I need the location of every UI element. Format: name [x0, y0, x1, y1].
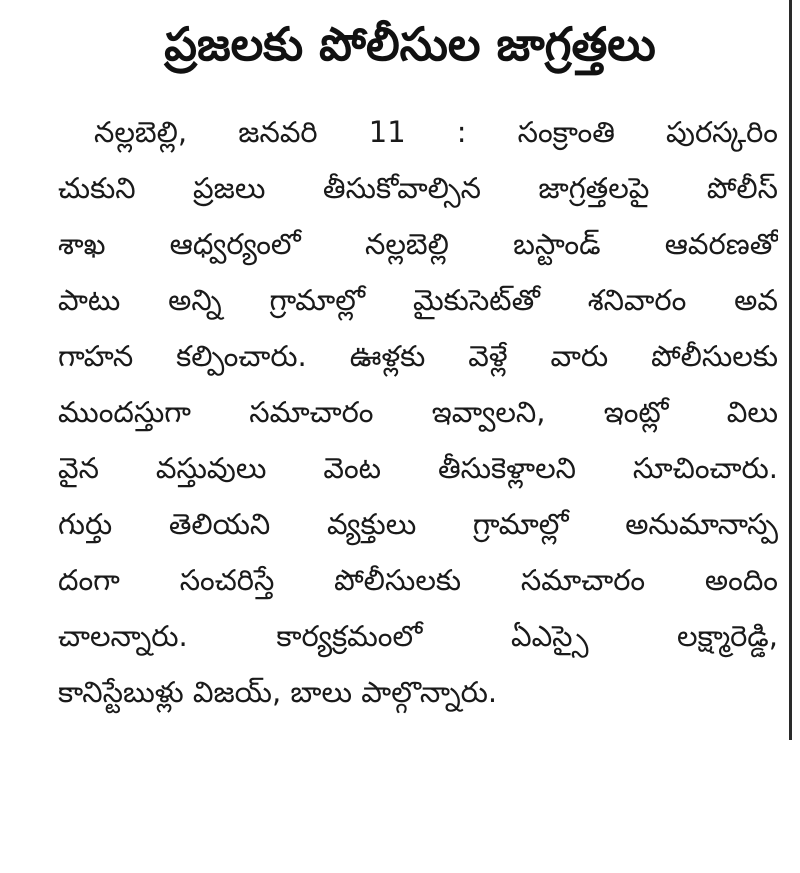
article-headline: ప్రజలకు పోలీసుల జాగ్రత్తలు — [164, 17, 656, 71]
article-line: ముందస్తుగా సమాచారం ఇవ్వాలని, ఇంట్లో విలు — [58, 395, 778, 429]
article-line: గాహన కల్పించారు. ఊళ్లకు వెళ్లే వారు పోలీసులకు — [58, 339, 778, 373]
article-line: పాటు అన్ని గ్రామాల్లో మైకుసెట్‌తో శనివారం అవ — [58, 283, 778, 317]
article-line: దంగా సంచరిస్తే పోలీసులకు సమాచారం అందిం — [58, 563, 778, 597]
article-body — [58, 104, 778, 720]
article-line: గుర్తు తెలియని వ్యక్తులు గ్రామాల్లో అనుమానాస్ప — [58, 507, 778, 541]
article-line: వైన వస్తువులు వెంట తీసుకెళ్లాలని సూచించారు. — [58, 451, 778, 485]
article-line: కానిస్టేబుళ్లు విజయ్, బాలు పాల్గొన్నారు. — [58, 675, 498, 709]
article-line: శాఖ ఆధ్వర్యంలో నల్లబెల్లి బస్టాండ్ ఆవరణతో — [58, 227, 778, 261]
article-line: నల్లబెల్లి, జనవరి 11 : సంక్రాంతి పురస్కరిం — [94, 115, 778, 149]
column-divider-rule — [789, 0, 792, 740]
article-line: చాలన్నారు. కార్యక్రమంలో ఏఎస్సై లక్ష్మారెడ్డి, — [58, 619, 778, 653]
article-line: చుకుని ప్రజలు తీసుకోవాల్సిన జాగ్రత్తలపై పోలీస్ — [58, 171, 778, 205]
